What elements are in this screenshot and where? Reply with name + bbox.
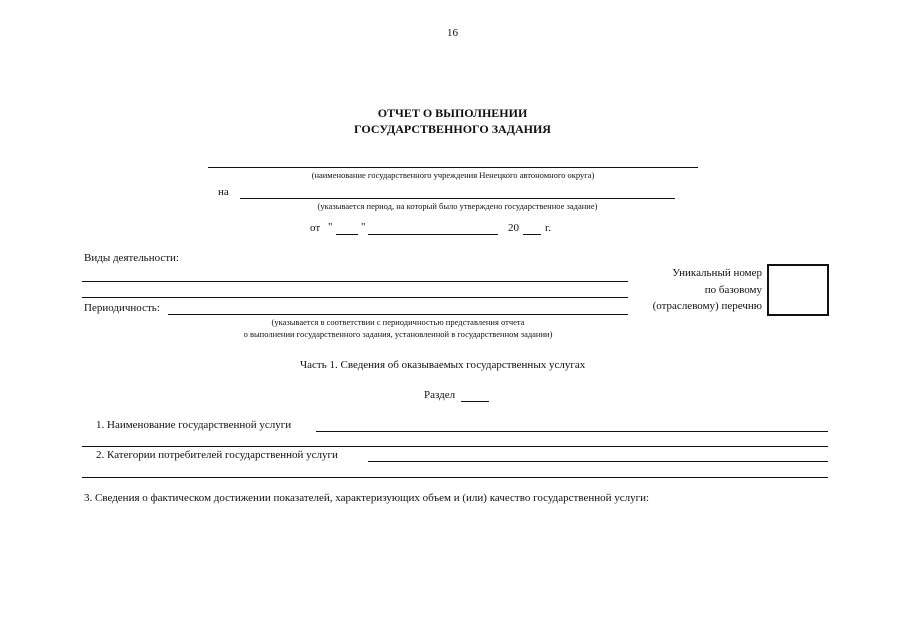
consumer-categories-field-2[interactable] — [82, 477, 828, 478]
consumer-categories-field[interactable] — [368, 461, 828, 462]
page-number: 16 — [447, 27, 458, 39]
title-line-1: ОТЧЕТ О ВЫПОЛНЕНИИ — [377, 106, 528, 120]
date-year-field[interactable] — [523, 234, 541, 235]
period-caption: (указывается период, на который было утверждено государственное задание) — [317, 201, 598, 211]
service-name-label: 1. Наименование государственной услуги — [96, 419, 292, 431]
consumer-categories-label: 2. Категории потребителей государственной услуги — [96, 449, 338, 461]
date-quote-close: " — [361, 221, 366, 233]
periodicity-field[interactable] — [168, 314, 628, 315]
date-quote-open: " — [328, 221, 333, 233]
date-day-field[interactable] — [336, 234, 358, 235]
section-number-field[interactable] — [461, 401, 489, 402]
activities-field-1[interactable] — [82, 281, 628, 282]
service-name-field[interactable] — [316, 431, 828, 432]
periodicity-caption-2: о выполнении государственного задания, установленной в государственном задании) — [243, 329, 553, 339]
unique-number-box[interactable] — [767, 264, 829, 316]
date-month-field[interactable] — [368, 234, 498, 235]
date-year-prefix: 20 — [508, 222, 519, 234]
unique-number-line-1: Уникальный номер — [672, 267, 762, 279]
service-name-field-2[interactable] — [82, 446, 828, 447]
institution-name-field[interactable] — [208, 167, 698, 168]
unique-number-line-2: по базовому — [704, 284, 762, 296]
date-from-label: от — [310, 222, 321, 234]
title-line-2: ГОСУДАРСТВЕННОГО ЗАДАНИЯ — [354, 122, 551, 136]
activities-field-2[interactable] — [82, 297, 628, 298]
indicators-heading: 3. Сведения о фактическом достижении показателей, характеризующих объем и (или) качество государственной услуги: — [84, 492, 650, 504]
date-year-suffix: г. — [545, 222, 552, 234]
unique-number-line-3: (отраслевому) перечню — [652, 300, 762, 312]
institution-name-caption: (наименование государственного учреждения Ненецкого автономного округа) — [311, 170, 595, 180]
part1-heading: Часть 1. Сведения об оказываемых государственных услугах — [300, 359, 586, 371]
period-field[interactable] — [240, 198, 675, 199]
activities-label: Виды деятельности: — [84, 252, 179, 264]
section-label: Раздел — [424, 389, 456, 401]
periodicity-label: Периодичность: — [84, 302, 160, 314]
period-prefix: на — [218, 186, 229, 198]
periodicity-caption-1: (указывается в соответствии с периодичностью представления отчета — [271, 317, 525, 327]
